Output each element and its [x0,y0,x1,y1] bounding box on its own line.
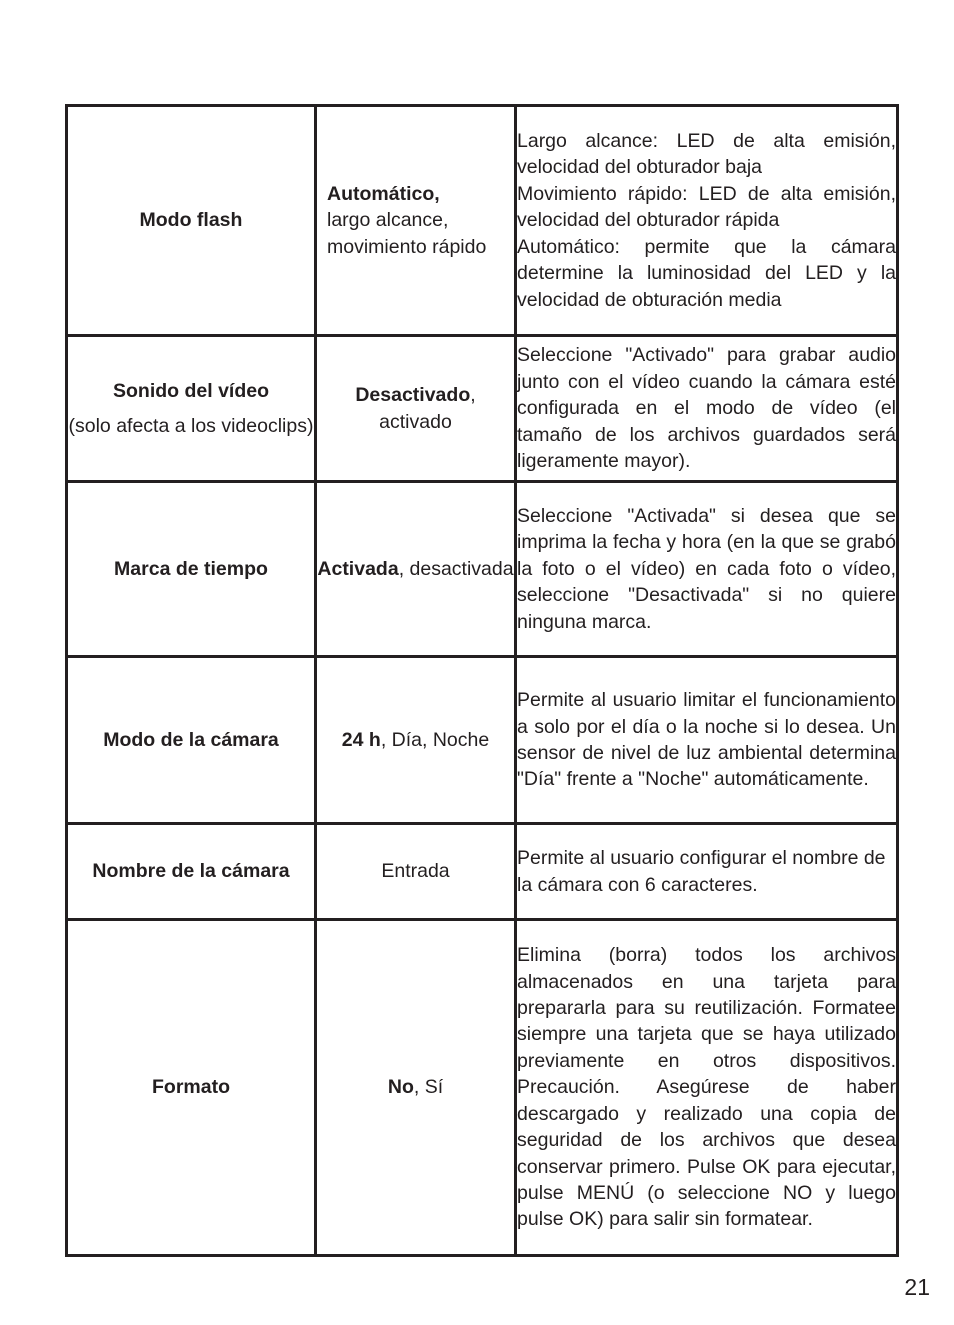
setting-name-label: Modo flash [139,209,243,232]
setting-description-text: Seleccione "Activada" si desea que se imprima la fecha y hora (en la que se grabó la foto o el vídeo) en cada foto o vídeo, seleccione "Desactivada" si no quiere ninguna marca. [517,504,896,633]
setting-name [67,920,316,1256]
setting-description [516,657,898,824]
setting-name-label: Sonido del vídeo [112,380,269,403]
setting-description-text: Seleccione "Activado" para grabar audio junto con el vídeo cuando la cámara esté configurada en el modo de vídeo (el tamaño de los archivos guardados será ligeramente mayor). [517,344,896,473]
table-row-camera-mode [67,657,898,824]
setting-description [516,824,898,920]
setting-name [67,657,316,824]
setting-description [516,106,898,336]
setting-values [316,482,516,657]
setting-default-value: Activada [317,557,399,580]
setting-default-value: 24 h [341,728,381,751]
setting-note: (solo afecta a los videoclips) [68,414,314,437]
setting-name [67,482,316,657]
setting-values [316,106,516,336]
setting-description-text: Largo alcance: LED de alta emisión, velocidad del obturador baja Movimiento rápido: LED de alta emisión, velocidad del obturador rápida Automático: permite que la cámara determine la luminosidad del LED y la velocidad de obturación media [517,130,896,311]
setting-description [516,482,898,657]
setting-values [316,657,516,824]
page-number: 21 [904,1274,930,1300]
setting-name-label: Formato [152,1076,230,1099]
setting-other-values: , desactivada [398,557,514,580]
setting-name-label: Nombre de la cámara [92,860,290,883]
setting-values [316,336,516,482]
setting-name [67,824,316,920]
setting-values [316,824,516,920]
setting-description [516,920,898,1256]
setting-other-values: largo alcance, movimiento rápido [327,209,487,258]
setting-other-values: , Día, Noche [380,728,490,751]
setting-description-text: Permite al usuario configurar el nombre de la cámara con 6 caracteres. [517,847,886,896]
table-row-flash-mode [67,106,898,336]
table-row-timestamp [67,482,898,657]
setting-default-value: Automático, [327,182,440,205]
setting-default-value: No [387,1076,414,1099]
setting-other-values: , Sí [413,1076,444,1099]
setting-name [67,106,316,336]
settings-table [65,104,899,1257]
table-row-video-sound [67,336,898,482]
setting-default-value: Desactivado [355,384,471,407]
setting-description [516,336,898,482]
table-row-camera-name [67,824,898,920]
setting-description-text: Elimina (borra) todos los archivos almacenados en una tarjeta para prepararla para su reutilización. Formatee siempre una tarjeta que se haya utilizado previamente en otros dispositivos. Precaución. Asegúrese de haber descargado y realizado una copia de seguridad de los archivos que desea conservar primero. Pulse OK para ejecutar, pulse MENÚ (o seleccione NO y luego pulse OK) para salir sin formatear. [517,944,896,1231]
setting-values [316,920,516,1256]
setting-name-label: Marca de tiempo [114,557,268,580]
setting-description-text: Permite al usuario limitar el funcionamiento a solo por el día o la noche si lo desea. Un sensor de nivel de luz ambiental determina "Día" frente a "Noche" automáticamente. [517,689,896,791]
setting-name-label: Modo de la cámara [103,728,279,751]
setting-name [67,336,316,482]
table-row-format [67,920,898,1256]
setting-other-values: Entrada [381,860,450,883]
setting-other-values: , activado [379,384,476,433]
